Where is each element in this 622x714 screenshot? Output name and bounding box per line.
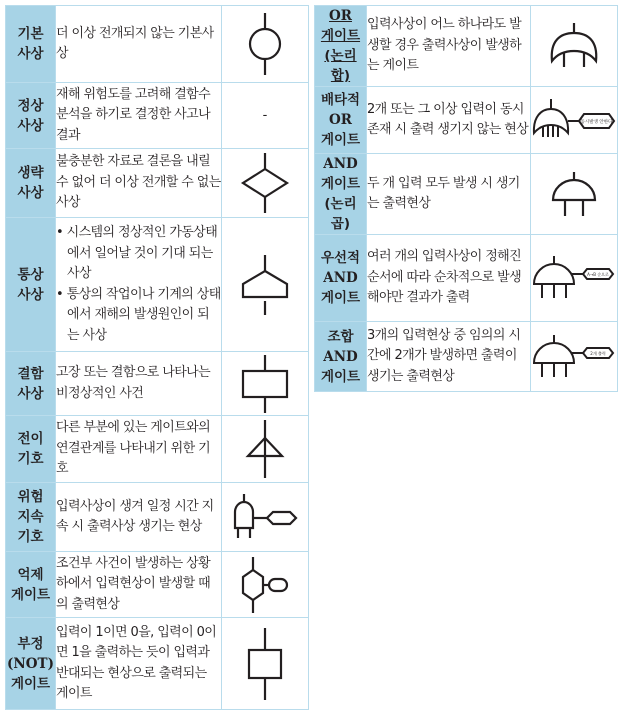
symbol-cell [222,218,309,352]
row-description: 불충분한 자료로 결론을 내릴 수 없어 더 이상 전개할 수 없는 사상 [56,149,222,218]
circle-symbol-icon [245,9,285,79]
row-description: 고장 또는 결함으로 나타나는 비정상적인 사건 [56,352,222,416]
row-header: 기본 사상 [6,6,56,83]
row-description: 여러 개의 입력사상이 정해진 순서에 따라 순차적으로 발생해야만 결과가 출력 [367,235,531,322]
row-description: 재해 위험도를 고려해 결함수 분석을 하기로 결정한 사고나 결과 [56,83,222,149]
fault-tree-symbols-table-left [5,5,309,710]
svg-text:A→B 순으로: A→B 순으로 [587,272,609,277]
exclusive-or-gate-symbol-icon [531,97,617,143]
symbol-cell [531,154,618,235]
house-symbol-icon [239,253,291,317]
row-header: 위험 지속 기호 [6,483,56,552]
table-row [6,483,309,552]
table-row [315,154,618,235]
symbol-cell [222,6,309,83]
svg-text:동시발생 안한다: 동시발생 안한다 [580,120,613,125]
table-row [6,83,309,149]
table-row [315,235,618,322]
symbol-cell: - [222,83,309,149]
table-row [6,218,309,352]
table-row [6,552,309,618]
symbol-cell [222,149,309,218]
symbol-cell [222,352,309,416]
symbol-cell [531,6,618,87]
symbol-cell [222,618,309,710]
symbol-cell [222,416,309,483]
row-header: 전이 기호 [6,416,56,483]
symbol-cell [531,235,618,322]
symbol-cell [531,87,618,154]
table-row [315,6,618,87]
row-header: AND 게이트 (논리곱) [315,154,367,235]
inhibit-gate-symbol-icon [237,555,293,615]
rectangle-symbol-icon [239,353,291,415]
triangle-symbol-icon [245,418,285,480]
table-row [315,322,618,392]
table-row [6,6,309,83]
table-row [6,149,309,218]
table-row [6,416,309,483]
svg-text:2개 출력: 2개 출력 [590,350,606,356]
combination-and-gate-symbol-icon [531,333,617,381]
row-description [56,218,222,352]
and-gate-hexagon-symbol-icon [230,492,300,542]
fault-tree-symbols-table-right [314,5,618,392]
row-header: 정상 사상 [6,83,56,149]
row-header: 부정 (NOT) 게이트 [6,618,56,710]
diamond-symbol-icon [240,151,290,215]
row-header: 억제 게이트 [6,552,56,618]
not-gate-symbol-icon [243,626,287,702]
row-header: 통상 사상 [6,218,56,352]
row-header: 조합 AND 게이트 [315,322,367,392]
row-description: 입력사상이 어느 하나라도 발생할 경우 출력사상이 발생하는 게이트 [367,6,531,87]
table-row [6,618,309,710]
table-row [6,352,309,416]
symbol-cell [222,483,309,552]
row-header: OR 게이트 (논리합) [315,6,367,87]
row-header: 생략 사상 [6,149,56,218]
row-description: 입력사상이 생겨 일정 시간 지속 시 출력사상 생기는 현상 [56,483,222,552]
row-description: 2개 또는 그 이상 입력이 동시 존재 시 출력 생기지 않는 현상 [367,87,531,154]
row-description: 두 개 입력 모두 발생 시 생기는 출력현상 [367,154,531,235]
and-gate-symbol-icon [549,170,599,218]
row-description: 조건부 사건이 발생하는 상황 하에서 입력현상이 발생할 때의 출력현상 [56,552,222,618]
or-gate-symbol-icon [546,21,602,71]
row-description: 입력이 1이면 0을, 입력이 0이면 1을 출력하는 듯이 입력과 반대되는 현상으로 출력되는 게이트 [56,618,222,710]
row-description: 다른 부분에 있는 게이트와의 연결관계를 나타내기 위한 기호 [56,416,222,483]
row-description: 더 이상 전개되지 않는 기본사상 [56,6,222,83]
table-row [315,87,618,154]
priority-and-gate-symbol-icon [531,254,617,302]
row-header: 배타적 OR 게이트 [315,87,367,154]
row-header: 우선적 AND 게이트 [315,235,367,322]
symbol-cell [531,322,618,392]
bullet-item: • 시스템의 정상적인 가동상태에서 일어날 것이 기대 되는 사상 [56,225,218,281]
symbol-cell [222,552,309,618]
row-description: 3개의 입력현상 중 임의의 시간에 2개가 발생하면 출력이 생기는 출력현상 [367,322,531,392]
bullet-item: • 통상의 작업이나 기계의 상태에서 재해의 발생원인이 되는 사상 [56,286,221,343]
row-header: 결함 사상 [6,352,56,416]
